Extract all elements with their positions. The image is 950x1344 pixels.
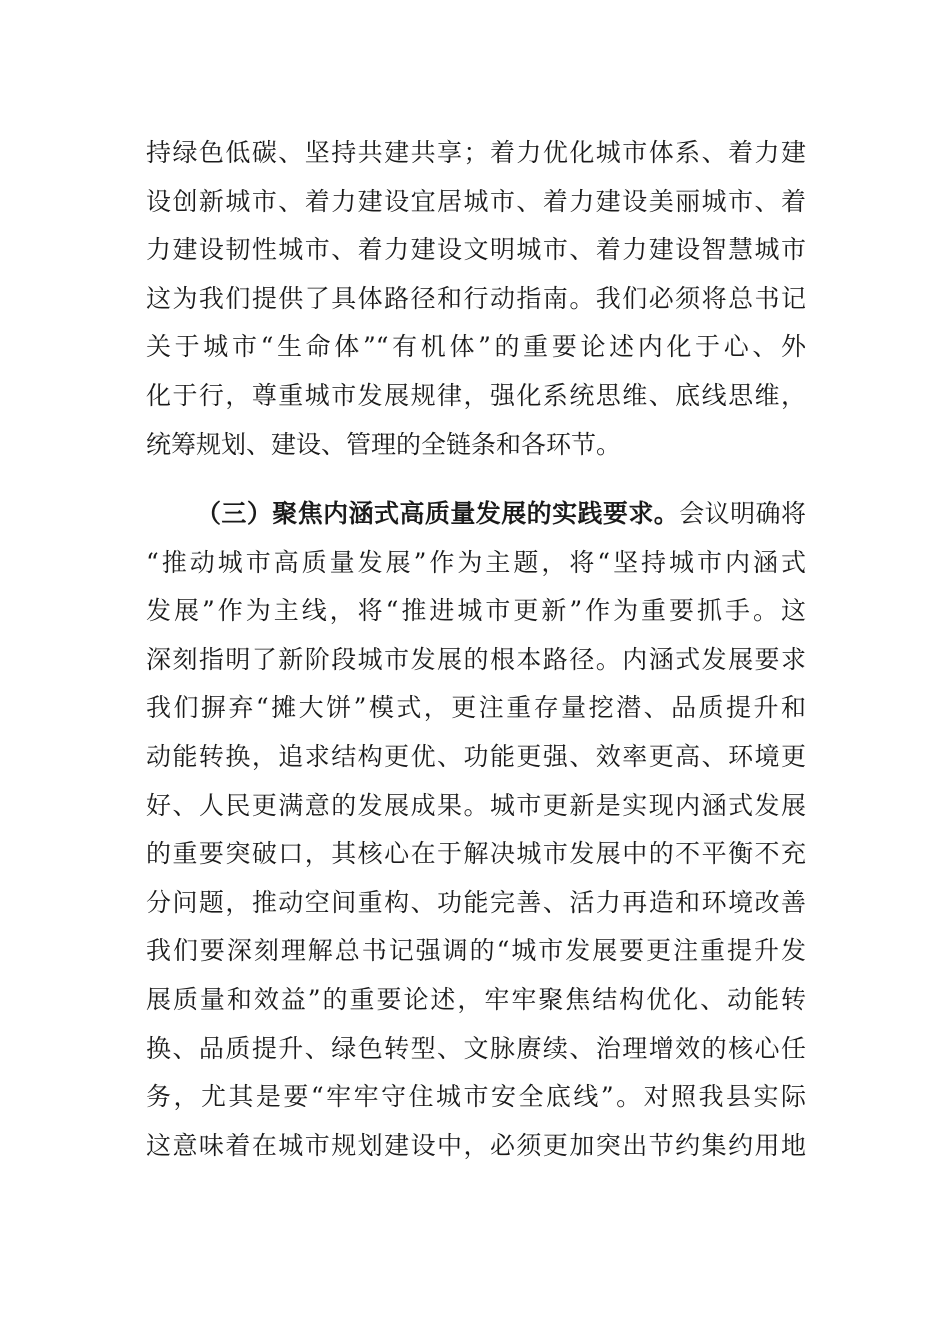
paragraph-line: 展质量和效益”的重要论述，牢牢聚焦结构优化、动能转 bbox=[146, 984, 806, 1014]
paragraph-line: 我们要深刻理解总书记强调的“城市发展要更注重提升发 bbox=[146, 936, 806, 966]
section-heading: （三）聚焦内涵式高质量发展的实践要求。 bbox=[196, 499, 680, 528]
paragraph-line: 设创新城市、着力建设宜居城市、着力建设美丽城市、着 bbox=[146, 186, 806, 216]
paragraph-first-line bbox=[146, 490, 806, 539]
paragraph-line: “推动城市高质量发展”作为主题，将“坚持城市内涵式 bbox=[146, 547, 806, 577]
paragraph-line: 分问题，推动空间重构、功能完善、活力再造和环境改善 bbox=[146, 887, 806, 917]
paragraph-line: 换、品质提升、绿色转型、文脉赓续、治理增效的核心任 bbox=[146, 1033, 806, 1063]
paragraph-line: 务，尤其是要“牢牢守住城市安全底线”。对照我县实际 bbox=[146, 1082, 806, 1112]
paragraph-line: 深刻指明了新阶段城市发展的根本路径。内涵式发展要求 bbox=[146, 644, 806, 674]
paragraph-line: 发展”作为主线，将“推进城市更新”作为重要抓手。这 bbox=[146, 596, 806, 626]
paragraph-line: 力建设韧性城市、着力建设文明城市、着力建设智慧城市 bbox=[146, 235, 806, 265]
paragraph-line: 我们摒弃“摊大饼”模式，更注重存量挖潜、品质提升和 bbox=[146, 693, 806, 723]
paragraph-line: 关于城市“生命体”“有机体”的重要论述内化于心、外 bbox=[146, 332, 806, 362]
paragraph-line: 动能转换，追求结构更优、功能更强、效率更高、环境更 bbox=[146, 741, 806, 771]
paragraph-line: 这意味着在城市规划建设中，必须更加突出节约集约用地 bbox=[146, 1130, 806, 1160]
paragraph-line: 好、人民更满意的发展成果。城市更新是实现内涵式发展 bbox=[146, 790, 806, 820]
paragraph-line: 的重要突破口，其核心在于解决城市发展中的不平衡不充 bbox=[146, 839, 806, 869]
paragraph-line: 这为我们提供了具体路径和行动指南。我们必须将总书记 bbox=[146, 283, 806, 313]
paragraph-line: 持绿色低碳、坚持共建共享；着力优化城市体系、着力建 bbox=[146, 138, 806, 167]
paragraph-1 bbox=[146, 129, 806, 469]
paragraph-line: 统筹规划、建设、管理的全链条和各环节。 bbox=[146, 429, 622, 459]
paragraph-2 bbox=[146, 490, 806, 1170]
paragraph-text: 会议明确将 bbox=[679, 499, 806, 528]
paragraph-line: 化于行，尊重城市发展规律，强化系统思维、底线思维， bbox=[146, 380, 806, 410]
